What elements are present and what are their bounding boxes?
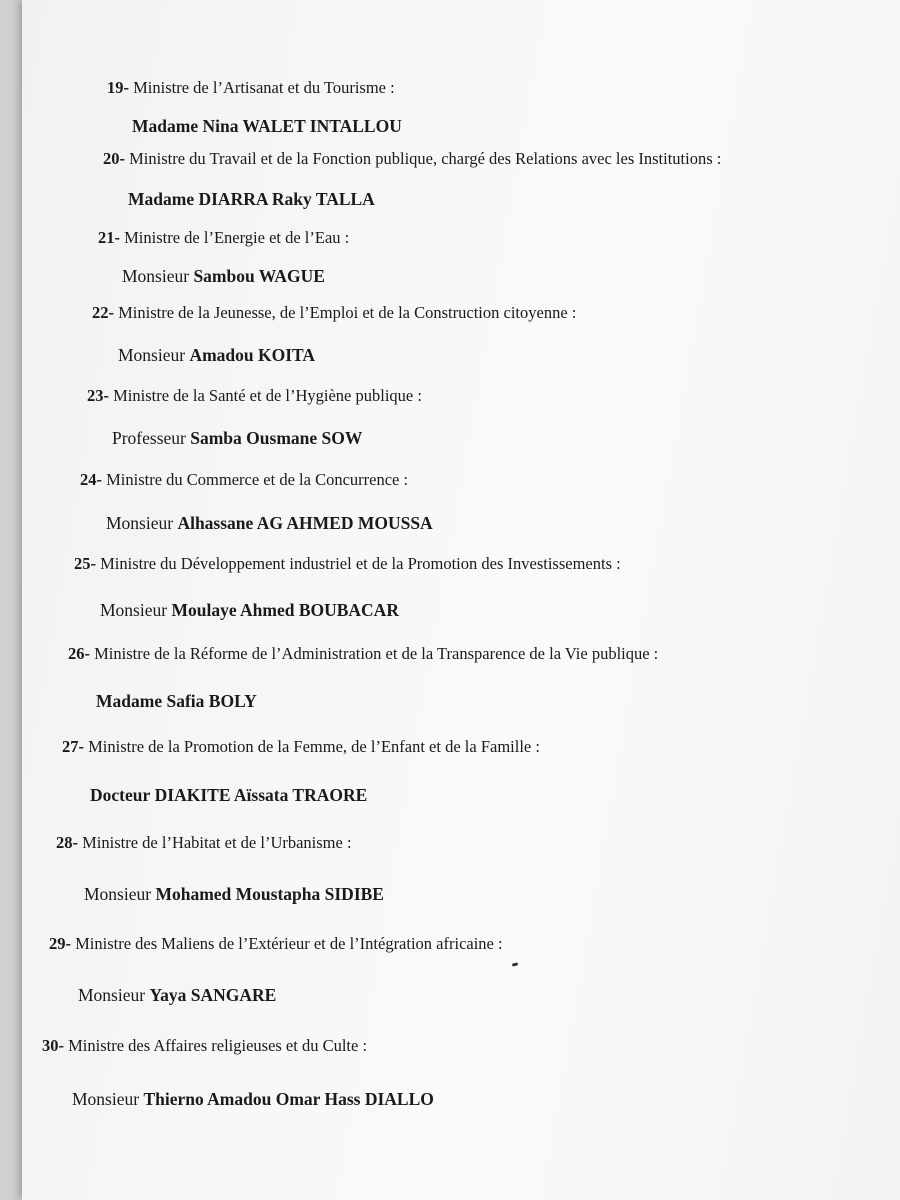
ministry-number: 28- (56, 833, 78, 852)
minister-name: Moulaye Ahmed BOUBACAR (171, 600, 399, 620)
ministry-title-26 (68, 644, 658, 664)
minister-honorific: Monsieur (100, 600, 168, 620)
ministry-title-29 (49, 934, 503, 954)
minister-name-21 (122, 265, 325, 287)
ministry-title-21 (98, 228, 349, 248)
ministry-number: 25- (74, 554, 96, 573)
minister-name: Thierno Amadou Omar Hass DIALLO (143, 1089, 434, 1109)
minister-name-28 (84, 883, 384, 905)
minister-name: Yaya SANGARE (149, 985, 277, 1005)
ministry-title-28 (56, 833, 352, 853)
ministry-title-22 (92, 303, 576, 323)
minister-name-23 (112, 427, 362, 449)
ministry-title: Ministre de l’Habitat et de l’Urbanisme : (82, 833, 352, 852)
ministry-title-23 (87, 386, 422, 406)
minister-name: Samba Ousmane SOW (190, 428, 363, 448)
minister-honorific: Madame (96, 691, 163, 711)
minister-honorific: Madame (132, 116, 199, 136)
ministry-number: 29- (49, 934, 71, 953)
ministry-number: 23- (87, 386, 109, 405)
minister-honorific: Monsieur (72, 1089, 140, 1109)
minister-name: Nina WALET INTALLOU (202, 116, 402, 136)
minister-name-29 (78, 984, 276, 1006)
ministry-title-20 (103, 149, 721, 169)
ink-smudge (512, 962, 519, 966)
ministry-title: Ministre des Maliens de l’Extérieur et de l’Intégration africaine : (75, 934, 503, 953)
minister-honorific: Monsieur (118, 345, 186, 365)
ministry-title: Ministre du Développement industriel et de la Promotion des Investissements : (100, 554, 621, 573)
ministry-number: 30- (42, 1036, 64, 1055)
ministry-title: Ministre de l’Energie et de l’Eau : (124, 228, 350, 247)
minister-name: DIAKITE Aïssata TRAORE (154, 785, 368, 805)
minister-name: DIARRA Raky TALLA (198, 189, 375, 209)
minister-honorific: Monsieur (122, 266, 190, 286)
ministry-title: Ministre de la Promotion de la Femme, de l’Enfant et de la Famille : (88, 737, 540, 756)
minister-honorific: Docteur (90, 785, 151, 805)
ministry-number: 27- (62, 737, 84, 756)
minister-name: Mohamed Moustapha SIDIBE (155, 884, 384, 904)
minister-honorific: Monsieur (78, 985, 146, 1005)
minister-name-22 (118, 344, 315, 366)
ministry-title: Ministre du Travail et de la Fonction publique, chargé des Relations avec les Institutions : (129, 149, 722, 168)
ministry-title-24 (80, 470, 408, 490)
ministry-number: 21- (98, 228, 120, 247)
ministry-title: Ministre des Affaires religieuses et du Culte : (68, 1036, 368, 1055)
minister-honorific: Monsieur (106, 513, 174, 533)
minister-honorific: Monsieur (84, 884, 152, 904)
ministry-title: Ministre du Commerce et de la Concurrence : (106, 470, 409, 489)
minister-name: Sambou WAGUE (193, 266, 325, 286)
ministry-number: 22- (92, 303, 114, 322)
ministry-title: Ministre de l’Artisanat et du Tourisme : (133, 78, 395, 97)
ministry-number: 24- (80, 470, 102, 489)
minister-honorific: Professeur (112, 428, 186, 448)
minister-name-30 (72, 1088, 434, 1110)
minister-name: Safia BOLY (166, 691, 257, 711)
ministry-title-27 (62, 737, 540, 757)
ministry-title: Ministre de la Jeunesse, de l’Emploi et de la Construction citoyenne : (118, 303, 577, 322)
minister-name-20 (128, 188, 375, 210)
minister-name-26 (96, 690, 257, 712)
minister-name-19 (132, 115, 402, 137)
minister-name-24 (106, 512, 433, 534)
ministry-title: Ministre de la Réforme de l’Administration et de la Transparence de la Vie publique : (94, 644, 659, 663)
document-page (22, 0, 900, 1200)
ministry-title-25 (74, 554, 621, 574)
ministry-title: Ministre de la Santé et de l’Hygiène publique : (113, 386, 422, 405)
minister-honorific: Madame (128, 189, 195, 209)
ministry-title-19 (107, 78, 395, 98)
minister-name-25 (100, 599, 399, 621)
minister-name: Amadou KOITA (189, 345, 316, 365)
ministry-number: 20- (103, 149, 125, 168)
ministry-number: 19- (107, 78, 129, 97)
minister-name-27 (90, 784, 367, 806)
minister-name: Alhassane AG AHMED MOUSSA (177, 513, 433, 533)
ministry-title-30 (42, 1036, 367, 1056)
ministry-number: 26- (68, 644, 90, 663)
